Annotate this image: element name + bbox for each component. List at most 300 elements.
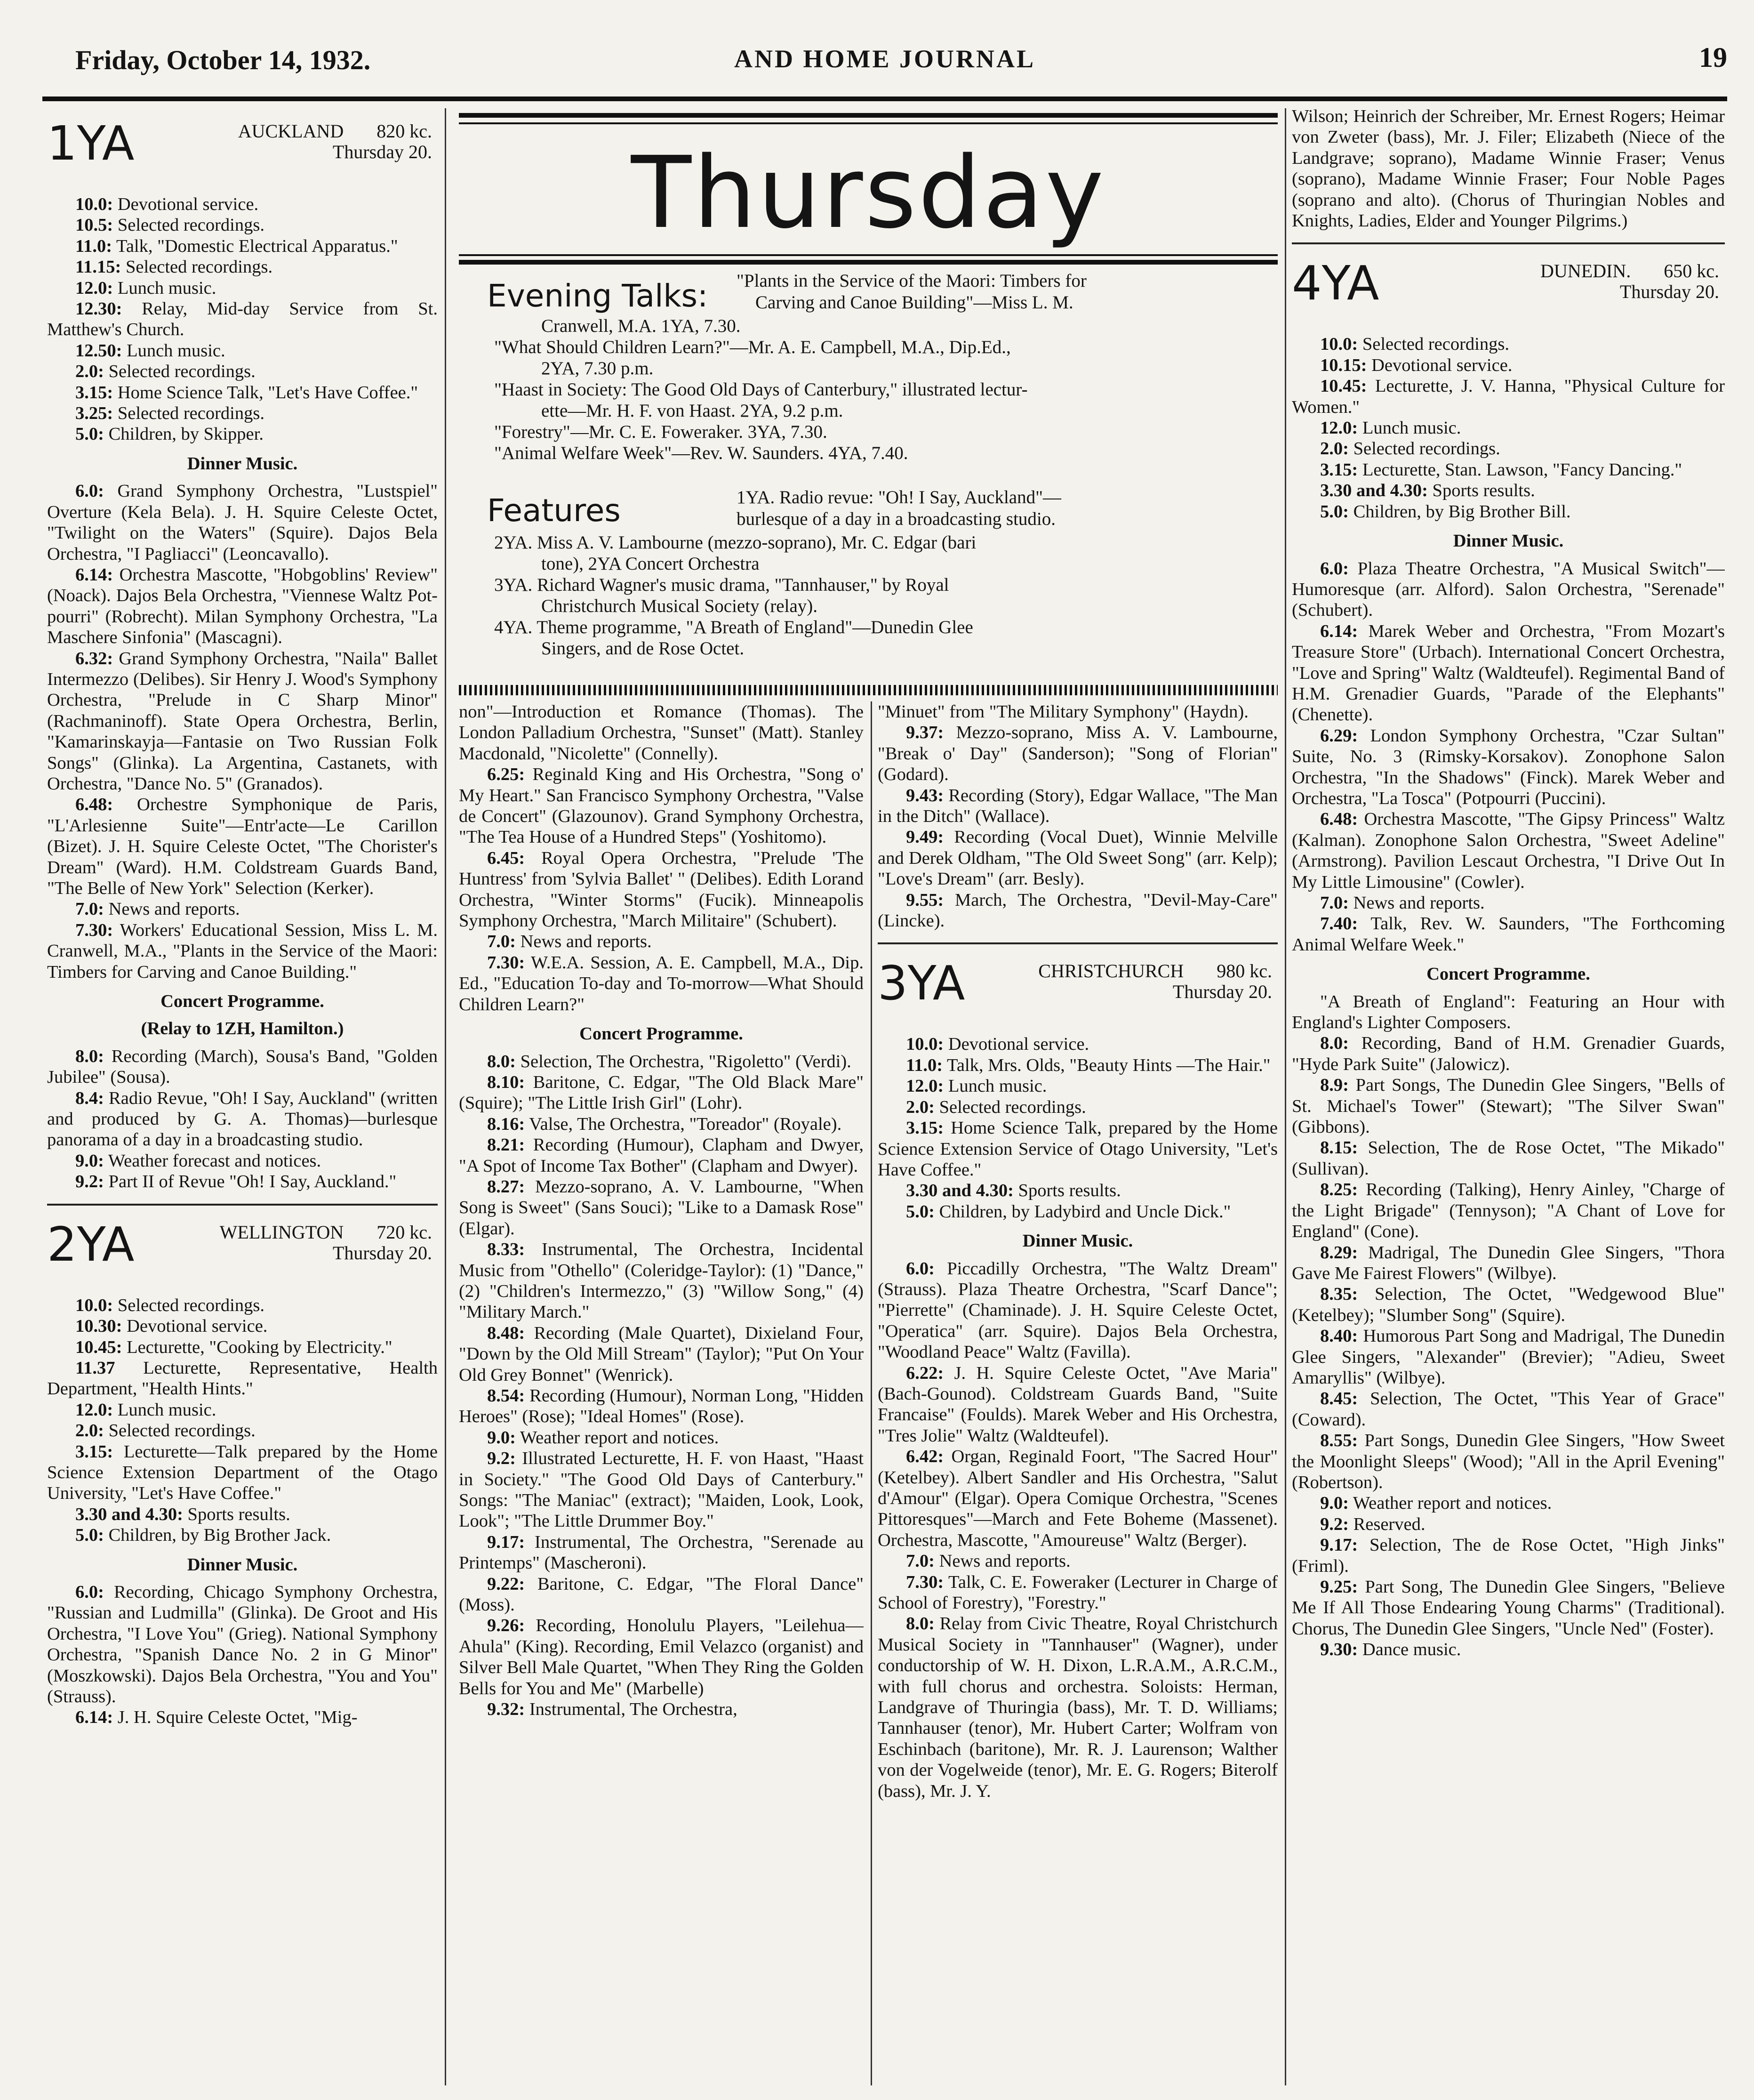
program-time: 6.14:: [75, 564, 113, 585]
program-item: [459, 1239, 864, 1323]
program-text: Recording, Honolulu Players, "Leilehua—Ahula" (King). Recording, Emil Velazco (organist) and Silver Bell Male Quartet, "When They Ring the Golden Bells for You and Me" (Marbelle): [459, 1616, 864, 1698]
program-time: 6.25:: [487, 764, 525, 785]
program-text: Talk, Rev. W. Saunders, "The Forthcoming Animal Welfare Week.": [1292, 914, 1725, 955]
program-text: Devotional service.: [944, 1034, 1089, 1054]
page-number: 19: [1699, 42, 1727, 73]
program-time: 12.0:: [75, 1400, 113, 1420]
program-time: 8.40:: [1320, 1326, 1358, 1346]
city-name: AUCKLAND: [238, 121, 344, 142]
program-time: 9.49:: [906, 827, 944, 847]
feature-line: 1YA. Radio revue: "Oh! I Say, Auckland"—: [737, 487, 1062, 507]
program-text: Recording (Humour), Norman Long, "Hidden Heroes" (Rose); "Ideal Homes" (Rose).: [459, 1386, 864, 1427]
program-time: 5.0:: [1320, 501, 1349, 522]
program-text: Recording, Chicago Symphony Orchestra, "Russian and Ludmilla" (Glinka). De Groot and His Orchestra, "I Love You" (Grieg). National Symphony Orchestra, "Spanish Dance No. 2 in G Minor" (Moszkowski). Dajos Bela Orchestra, "You and You" (Strauss).: [47, 1582, 438, 1706]
program-text: Madrigal, The Dunedin Glee Singers, "Thora Gave Me Fairest Flowers" (Wilbye).: [1292, 1242, 1725, 1283]
program-text: Radio Revue, "Oh! I Say, Auckland" (written and produced by G. A. Thomas)—burlesque panorama of a day in a broadcasting studio.: [47, 1088, 438, 1150]
program-text: Lecturette, Representative, Health Department, "Health Hints.": [47, 1358, 438, 1399]
program-time: 6.0:: [75, 481, 104, 501]
program-time: 8.16:: [487, 1114, 525, 1134]
talk-line: Carving and Canoe Building"—Miss L. M.: [755, 292, 1073, 313]
program-item: [47, 1420, 438, 1441]
program-item: [47, 899, 438, 919]
program-time: 6.0:: [75, 1582, 104, 1602]
program-time: 7.0:: [487, 932, 516, 952]
program-time: 9.26:: [487, 1616, 525, 1636]
program-item: [47, 794, 438, 899]
program-text: Instrumental, The Orchestra, Incidental Music from "Othello" (Coleridge-Taylor): (1) "Dance," (2) "Children's Intermezzo," (3) "Willow Song," (4) "Military March.": [459, 1239, 864, 1322]
program-text: Part Songs, The Dunedin Glee Singers, "Bells of St. Michael's Tower" (Stewart); "The Silver Swan" (Gibbons).: [1292, 1075, 1725, 1137]
program-text: Lecturette, "Cooking by Electricity.": [122, 1337, 392, 1357]
program-item: [47, 1707, 438, 1728]
program-time: 9.0:: [487, 1427, 516, 1448]
program-item: [47, 361, 438, 382]
program-text: Home Science Talk, "Let's Have Coffee.": [113, 382, 418, 402]
program-item: [47, 564, 438, 648]
program-item: [878, 1258, 1278, 1363]
program-text: Selected recordings.: [104, 1421, 256, 1441]
evening-talks-heading: Evening Talks:: [487, 278, 708, 314]
program-time: 8.10:: [487, 1072, 525, 1092]
program-text: Part Songs, Dunedin Glee Singers, "How Sweet the Moonlight Sleeps" (Wood); "All in the April Evening" (Robertson).: [1292, 1431, 1725, 1492]
program-text: Lunch music.: [1358, 418, 1461, 438]
program-text: Lunch music.: [944, 1076, 1047, 1096]
program-time: 11.0:: [906, 1055, 943, 1075]
program-item: [878, 1055, 1278, 1076]
talk-line: ette—Mr. H. F. von Haast. 2YA, 9.2 p.m.: [541, 401, 843, 421]
program-item: [47, 382, 438, 403]
frequency: 650 kc.: [1664, 260, 1719, 282]
program-text: Lunch music.: [113, 278, 216, 298]
program-time: 8.45:: [1320, 1389, 1358, 1409]
program-text: Talk, "Domestic Electrical Apparatus.": [112, 236, 398, 256]
program-time: 3.15:: [1320, 459, 1358, 480]
station-day: Thursday 20.: [1619, 281, 1719, 303]
program-item: [47, 278, 438, 298]
program-text: Devotional service.: [1367, 355, 1513, 375]
program-item: [1292, 621, 1725, 725]
continued-text: Wilson; Heinrich der Schreiber, Mr. Ernest Rogers; Heimar von Zweter (bass), Mr. J. Filer; Elizabeth (Niece of the Landgrave; soprano), Madame Winnie Fraser; Venus (soprano), Madame Winnie Fraser; Four Noble Pages (soprano and alto). (Chorus of Thuringian Nobles and Knights, Ladies, Elder and Younger Pilgrims.): [1292, 106, 1725, 231]
feature-line: 3YA. Richard Wagner's music drama, "Tannhauser," by Royal: [494, 575, 949, 595]
program-text: Grand Symphony Orchestra, "Naila" Ballet Intermezzo (Delibes). Sir Henry J. Wood's Symphony Orchestra, "Prelude in C Sharp Minor" (Rachmaninoff). State Opera Orchestra, Berlin, "Kamarinskayja—Fantasie on Two Russian Folk Songs" (Glinka). La Argentina, Castanets, with Orchestra, "Dance No. 5" (Granados).: [47, 648, 438, 794]
program-text: Mezzo-soprano, A. V. Lambourne, "When Song is Sweet" (Sans Souci); "Like to a Damask Rose" (Elgar).: [459, 1176, 864, 1239]
station-header-3ya: [878, 957, 1278, 1028]
talk-line: "Plants in the Service of the Maori: Timbers for: [737, 271, 1087, 291]
program-text: Selection, The Orchestra, "Rigoletto" (Verdi).: [515, 1051, 851, 1071]
program-item: [878, 1613, 1278, 1802]
banner-dashed-rule: [459, 685, 1278, 695]
program-text: Weather forecast and notices.: [104, 1151, 321, 1171]
program-item: [878, 1551, 1278, 1571]
program-time: 2.0:: [906, 1097, 935, 1117]
program-item: [1292, 1284, 1725, 1326]
program-time: 6.42:: [906, 1447, 944, 1467]
program-item: [47, 1316, 438, 1336]
city-name: DUNEDIN.: [1540, 260, 1631, 282]
program-text: Instrumental, The Orchestra, "Serenade au Printemps" (Mascheroni).: [459, 1532, 864, 1573]
program-time: 3.30 and 4.30:: [75, 1504, 183, 1524]
program-item: [878, 1572, 1278, 1614]
program-text: Lecturette, Stan. Lawson, "Fancy Dancing.": [1358, 459, 1682, 480]
program-time: 9.55:: [906, 890, 944, 910]
program-text: Part Song, The Dunedin Glee Singers, "Believe Me If All Those Endearing Young Charms" (Traditional). Chorus, The Dunedin Glee Singers, "Uncle Ned" (Foster).: [1292, 1577, 1725, 1639]
program-item: [47, 1525, 438, 1545]
station-day: Thursday 20.: [1172, 981, 1272, 1003]
frequency: 720 kc.: [376, 1221, 432, 1243]
program-text: Marek Weber and Orchestra, "From Mozart's Treasure Store" (Urbach). International Concert Orchestra, "Love and Spring" Waltz (Waldteufel). Regimental Band of H.M. Grenadier Guards, "Parade of the Elephants" (Chenette).: [1292, 621, 1725, 725]
program-item: [1292, 1179, 1725, 1242]
banner-rule: [459, 260, 1278, 265]
program-list-2ya-cont: [459, 701, 864, 1720]
program-time: 12.30:: [75, 299, 122, 319]
program-item: [459, 1072, 864, 1114]
program-text: Selected recordings.: [104, 362, 256, 382]
program-item: [1292, 1493, 1725, 1513]
program-time: 6.14:: [1320, 621, 1358, 641]
banner-rule: [459, 254, 1278, 256]
program-time: 8.33:: [487, 1239, 525, 1260]
program-time: 3.15:: [75, 382, 113, 402]
program-time: 8.25:: [1320, 1180, 1358, 1200]
feature-line: Singers, and de Rose Octet.: [541, 638, 745, 659]
program-text: Royal Opera Orchestra, "Prelude 'The Huntress' from 'Sylvia Ballet' " (Delibes). Edith Lorand Orchestra, "Winter Storms" (Fucik). Minneapolis Symphony Orchestra, "March Militaire" (Schubert).: [459, 848, 864, 931]
program-text: Lunch music.: [122, 340, 225, 361]
program-item: [459, 1532, 864, 1574]
column-rule: [445, 108, 446, 2085]
program-item: [878, 1180, 1278, 1201]
station-call: 3YA: [878, 956, 965, 1011]
program-time: 6.45:: [487, 848, 525, 868]
program-text: Lunch music.: [113, 1400, 216, 1420]
program-item: [878, 1118, 1278, 1180]
program-item: [1292, 1033, 1725, 1075]
program-item: [1292, 1639, 1725, 1660]
program-text: Weather report and notices.: [515, 1427, 719, 1448]
frequency: 980 kc.: [1217, 960, 1272, 982]
section-rule: [878, 942, 1278, 944]
section-rule: [1292, 242, 1725, 244]
program-item: [47, 1400, 438, 1420]
program-text: Talk, Mrs. Olds, "Beauty Hints —The Hair.": [943, 1055, 1271, 1075]
issue-date: Friday, October 14, 1932.: [75, 45, 371, 75]
program-time: 10.0:: [75, 194, 113, 214]
program-time: 10.30:: [75, 1316, 122, 1336]
program-time: 11.15:: [75, 257, 121, 277]
feature-line: 4YA. Theme programme, "A Breath of England"—Dunedin Glee: [494, 617, 973, 637]
page-header: [42, 38, 1727, 99]
column-rule: [1285, 108, 1286, 2085]
column-2: [459, 701, 864, 2085]
program-time: 12.50:: [75, 340, 122, 361]
program-text: Children, by Skipper.: [104, 424, 264, 444]
program-time: 10.0:: [75, 1295, 113, 1315]
program-item: [47, 1046, 438, 1088]
program-time: 9.17:: [1320, 1535, 1358, 1555]
program-item: [459, 1574, 864, 1616]
program-text: Piccadilly Orchestra, "The Waltz Dream" (Strauss). Plaza Theatre Orchestra, "Scarf Dance"; "Pierrette" (Chaminade). J. H. Squire Celeste Octet, "Operatica" (arr. Squire). Dajos Bela Orchestra, "Woodland Peace" Waltz (Favilla).: [878, 1258, 1278, 1362]
section-heading: Dinner Music.: [187, 1554, 298, 1575]
program-item: [1292, 334, 1725, 354]
program-time: 9.2:: [487, 1448, 516, 1469]
program-text: Selected recordings.: [113, 215, 264, 235]
program-text: W.E.A. Session, A. E. Campbell, M.A., Dip. Ed., "Education To-day and To-morrow—What Should Children Learn?": [459, 952, 864, 1014]
program-time: 8.0:: [1320, 1033, 1349, 1054]
program-text: Devotional service.: [113, 194, 259, 214]
program-time: 6.0:: [906, 1258, 935, 1279]
program-time: 9.17:: [487, 1532, 525, 1552]
program-item: [47, 236, 438, 257]
program-item: [1292, 558, 1725, 621]
program-text: Orchestra Mascotte, "Hobgoblins' Review" (Noack). Dajos Bela Orchestra, "Viennese Waltz Pot-pourri" (Robrecht). Milan Symphony Orchestra, "La Maschere Sinfonia" (Mascagni).: [47, 564, 438, 648]
continued-text: "A Breath of England": Featuring an Hour with England's Lighter Composers.: [1292, 991, 1725, 1033]
program-time: 9.32:: [487, 1699, 525, 1720]
talk-line: "What Should Children Learn?"—Mr. A. E. Campbell, M.A., Dip.Ed.,: [494, 337, 1011, 357]
program-item: [1292, 418, 1725, 438]
program-item: [47, 920, 438, 982]
program-list-1ya: [47, 194, 438, 1192]
program-item: [47, 1441, 438, 1504]
program-text: Recording (Humour), Clapham and Dwyer, "A Spot of Income Tax Bother" (Clapham and Dwyer).: [459, 1135, 864, 1176]
program-item: [1292, 1137, 1725, 1179]
program-time: 8.0:: [906, 1614, 935, 1634]
program-text: Recording (Vocal Duet), Winnie Melville and Derek Oldham, "The Old Sweet Song" (arr. Kelp); "Love's Dream" (arr. Besly).: [878, 827, 1278, 889]
station-city: [1038, 960, 1272, 982]
thursday-banner: [459, 113, 1278, 687]
program-time: 7.30:: [906, 1572, 944, 1592]
program-item: [1292, 809, 1725, 893]
program-item: [1292, 1388, 1725, 1430]
column-4: [1292, 106, 1725, 2085]
program-time: 10.45:: [1320, 376, 1367, 396]
program-item: [1292, 355, 1725, 376]
program-time: 9.2:: [1320, 1514, 1349, 1534]
feature-line: burlesque of a day in a broadcasting studio.: [737, 509, 1056, 529]
program-text: Mezzo-soprano, Miss A. V. Lambourne, "Break o' Day" (Sanderson); "Song of Florian" (Godard).: [878, 723, 1278, 785]
program-text: Illustrated Lecturette, H. F. von Haast, "Haast in Society." "The Good Old Days of Canterbury." Songs: "The Maniac" (extract); "Maiden, Look, Look, Look"; "The Little Drummer Boy.": [459, 1448, 864, 1531]
program-item: [459, 1323, 864, 1385]
talk-line: 2YA, 7.30 p.m.: [541, 358, 654, 378]
section-heading: Concert Programme.: [1426, 964, 1590, 984]
program-text: Relay from Civic Theatre, Royal Christchurch Musical Society in "Tannhauser" (Wagner), under conductorship of W. H. Dixon, L.R.A.M., A.R.C.M., with full chorus and orchestra. Soloists: Herman, Landgrave of Thuringia (bass), Mr. T. D. Williams; Tannhauser (tenor), Mr. Hubert Carter; Wolfram von Eschinbach (baritone), Mr. R. J. Laurenson; Walther von der Vogelweide (tenor), Mr. E. G. Rogers; Biterolf (bass), Mr. J. Y.: [878, 1614, 1278, 1801]
program-item: [1292, 1514, 1725, 1535]
program-time: 9.25:: [1320, 1577, 1358, 1597]
program-time: 10.0:: [906, 1034, 944, 1054]
program-item: [459, 1176, 864, 1239]
program-text: March, The Orchestra, "Devil-May-Care" (Lincke).: [878, 890, 1278, 931]
station-day: Thursday 20.: [332, 1242, 432, 1263]
program-item: [47, 1171, 438, 1192]
program-text: Selection, The Octet, "Wedgewood Blue" (Ketelbey); "Slumber Song" (Squire).: [1292, 1284, 1725, 1325]
continued-text: non"—Introduction et Romance (Thomas). The London Palladium Orchestra, "Sunset" (Matt). Stanley Macdonald, "Nicolette" (Connelly).: [459, 702, 864, 764]
column-3: [878, 701, 1278, 2085]
program-item: [1292, 1075, 1725, 1137]
program-item: [878, 785, 1278, 827]
program-text: Selected recordings.: [934, 1097, 1086, 1117]
continued-text: "Minuet" from "The Military Symphony" (Haydn).: [878, 702, 1249, 722]
program-item: [47, 1088, 438, 1151]
program-text: J. H. Squire Celeste Octet, "Mig-: [113, 1707, 358, 1728]
program-time: 9.0:: [75, 1151, 104, 1171]
program-time: 8.35:: [1320, 1284, 1358, 1304]
talk-line: "Animal Welfare Week"—Rev. W. Saunders. 4YA, 7.40.: [494, 443, 908, 463]
program-text: Sports results.: [1427, 481, 1535, 501]
column-1: [47, 118, 438, 2085]
program-time: 10.45:: [75, 1337, 122, 1357]
program-list-4ya: [1292, 334, 1725, 1660]
program-time: 12.0:: [75, 278, 113, 298]
program-time: 3.30 and 4.30:: [1320, 481, 1428, 501]
program-item: [1292, 893, 1725, 913]
program-text: Sports results.: [183, 1504, 290, 1524]
program-item: [878, 1076, 1278, 1096]
talk-line: "Haast in Society: The Good Old Days of Canterbury," illustrated lectur-: [494, 379, 1028, 400]
program-text: Selection, The de Rose Octet, "The Mikado" (Sullivan).: [1292, 1138, 1725, 1179]
program-item: [878, 722, 1278, 785]
program-time: 6.29:: [1320, 725, 1358, 746]
program-text: Recording (Male Quartet), Dixieland Four, "Down by the Old Mill Stream" (Taylor); "Put On Your Old Grey Bonnet" (Wenrick).: [459, 1323, 864, 1385]
evening-talks: [459, 268, 1278, 464]
program-time: 10.0:: [1320, 334, 1358, 354]
program-time: 5.0:: [75, 1525, 104, 1545]
banner-title: Thursday: [631, 135, 1106, 250]
program-item: [1292, 1535, 1725, 1577]
program-time: 9.22:: [487, 1574, 525, 1594]
program-item: [878, 1097, 1278, 1118]
program-time: 2.0:: [75, 362, 104, 382]
program-text: Selection, The de Rose Octet, "High Jinks" (Friml).: [1292, 1535, 1725, 1576]
station-call: 2YA: [47, 1216, 135, 1272]
program-item: [459, 1051, 864, 1072]
program-time: 3.25:: [75, 403, 113, 424]
program-time: 8.29:: [1320, 1242, 1358, 1263]
program-time: 11.0:: [75, 236, 112, 256]
program-item: [47, 1295, 438, 1316]
program-item: [47, 257, 438, 277]
program-time: 9.0:: [1320, 1493, 1349, 1513]
program-text: Selected recordings.: [1358, 334, 1509, 354]
program-text: Selection, The Octet, "This Year of Grace" (Coward).: [1292, 1389, 1725, 1430]
program-time: 6.22:: [906, 1363, 944, 1383]
station-city: [220, 1222, 432, 1243]
program-time: 7.0:: [75, 899, 104, 919]
program-text: Sports results.: [1013, 1181, 1121, 1201]
program-item: [459, 1114, 864, 1134]
talk-line: Cranwell, M.A. 1YA, 7.30.: [541, 316, 741, 336]
section-rule: [47, 1204, 438, 1206]
program-item: [878, 1363, 1278, 1447]
features: [459, 485, 1278, 659]
program-item: [47, 1504, 438, 1525]
program-time: 12.0:: [906, 1076, 944, 1096]
program-item: [878, 1034, 1278, 1054]
program-time: 7.40:: [1320, 914, 1358, 934]
program-item: [1292, 1430, 1725, 1493]
program-text: Selected recordings.: [113, 403, 264, 424]
program-time: 8.54:: [487, 1386, 525, 1406]
program-time: 6.14:: [75, 1707, 113, 1728]
section-heading: Concert Programme.: [579, 1024, 743, 1044]
program-list-2ya-end: [878, 701, 1278, 931]
program-item: [47, 1151, 438, 1171]
program-time: 7.30:: [487, 952, 525, 973]
program-time: 8.55:: [1320, 1431, 1358, 1451]
section-heading: Concert Programme.: [160, 991, 324, 1012]
program-item: [459, 952, 864, 1015]
program-time: 10.15:: [1320, 355, 1367, 375]
program-text: Children, by Ladybird and Uncle Dick.": [934, 1201, 1231, 1222]
program-item: [878, 1201, 1278, 1222]
program-time: 12.0:: [1320, 418, 1358, 438]
program-time: 6.32:: [75, 648, 113, 668]
city-name: CHRISTCHURCH: [1038, 960, 1184, 982]
program-text: Part II of Revue "Oh! I Say, Auckland.": [104, 1172, 397, 1192]
program-item: [459, 1134, 864, 1176]
program-text: J. H. Squire Celeste Octet, "Ave Maria" (Bach-Gounod). Coldstream Guards Band, "Suite Francaise" (Foulds). Marek Weber and His Orchestra, "Tres Jolie" Waltz (Waldteufel).: [878, 1363, 1278, 1446]
program-item: [47, 1337, 438, 1358]
program-text: London Symphony Orchestra, "Czar Sultan" Suite, No. 3 (Rimsky-Korsakov). Zonophone Salon Orchestra, "In the Shadows" (Finck). Marek Weber and Orchestra, "La Tosca" (Potpourri (Puccini).: [1292, 725, 1725, 808]
program-time: 2.0:: [75, 1421, 104, 1441]
program-time: 11.37: [75, 1358, 115, 1378]
program-text: Weather report and notices.: [1348, 1493, 1552, 1513]
program-item: [1292, 725, 1725, 809]
program-text: Organ, Reginald Foort, "The Sacred Hour" (Ketelbey). Albert Sandler and His Orchestra, "Salut d'Amour" (Elgar). Opera Comique Orchestra, "Scenes Pittoresques"—March and Fete Boheme (Massenet). Orchestra, Mascotte, "Amoureuse" Waltz (Berger).: [878, 1447, 1278, 1550]
program-text: Selected recordings.: [1348, 439, 1500, 459]
program-time: 8.27:: [487, 1176, 525, 1197]
program-text: Relay, Mid-day Service from St. Matthew's Church.: [47, 299, 438, 340]
program-text: Children, by Big Brother Jack.: [104, 1525, 331, 1545]
program-text: Recording (Talking), Henry Ainley, "Charge of the Light Brigade" (Tennyson); "A Chant of Love for England" (Cone).: [1292, 1180, 1725, 1242]
program-item: [47, 215, 438, 235]
program-time: 9.2:: [75, 1172, 104, 1192]
program-text: Grand Symphony Orchestra, "Lustspiel" Overture (Kela Bela). J. H. Squire Celeste Octet, "Twilight on the Waters" (Squire). Dajos Bela Orchestra, "I Pagliacci" (Leoncavallo).: [47, 481, 438, 564]
program-text: News and reports.: [515, 932, 652, 952]
program-text: Valse, The Orchestra, "Toreador" (Royale).: [525, 1114, 842, 1134]
program-text: Talk, C. E. Foweraker (Lecturer in Charge of School of Forestry), "Forestry.": [878, 1572, 1278, 1613]
program-time: 8.9:: [1320, 1075, 1349, 1095]
program-text: Dance music.: [1358, 1640, 1461, 1660]
program-item: [47, 481, 438, 564]
program-item: [459, 848, 864, 932]
program-time: 6.0:: [1320, 558, 1349, 579]
program-item: [1292, 438, 1725, 459]
station-city: [1540, 260, 1719, 282]
section-heading: Dinner Music.: [1022, 1231, 1133, 1251]
program-text: Instrumental, The Orchestra,: [525, 1699, 737, 1720]
program-item: [1292, 1326, 1725, 1388]
program-item: [47, 298, 438, 340]
talk-line: "Forestry"—Mr. C. E. Foweraker. 3YA, 7.30.: [494, 422, 827, 442]
banner-rule: [459, 113, 1278, 118]
program-text: Workers' Educational Session, Miss L. M. Cranwell, M.A., "Plants in the Service of the Maori: Timbers for Carving and Canoe Building.": [47, 920, 438, 982]
station-call: 1YA: [47, 118, 135, 171]
program-time: 7.30:: [75, 920, 113, 940]
program-time: 8.0:: [487, 1051, 516, 1071]
program-time: 3.30 and 4.30:: [906, 1181, 1014, 1201]
program-item: [1292, 1577, 1725, 1639]
program-text: Baritone, C. Edgar, "The Old Black Mare" (Squire); "The Little Irish Girl" (Lohr).: [459, 1072, 864, 1113]
program-list-3ya-cont: [1292, 106, 1725, 231]
program-item: [459, 1427, 864, 1448]
section-heading: Dinner Music.: [187, 453, 298, 474]
program-time: 8.15:: [1320, 1138, 1358, 1158]
program-text: Orchestre Symphonique de Paris, "L'Arlesienne Suite"—Entr'acte—Le Carillon (Bizet). J. H. Squire Celeste Octet, "The Chorister's Dream" (Ward). H.M. Coldstream Guards Band, "The Belle of New York" Selection (Kerker).: [47, 795, 438, 898]
program-time: 6.48:: [1320, 809, 1358, 829]
station-city: [238, 121, 432, 142]
program-text: Humorous Part Song and Madrigal, The Dunedin Glee Singers, "Alexander" (Brevier); "Adieu, Sweet Amaryllis" (Wilbye).: [1292, 1326, 1725, 1388]
program-item: [47, 194, 438, 215]
program-text: Selected recordings.: [113, 1295, 264, 1315]
program-text: Children, by Big Brother Bill.: [1348, 501, 1571, 522]
program-text: News and reports.: [104, 899, 240, 919]
